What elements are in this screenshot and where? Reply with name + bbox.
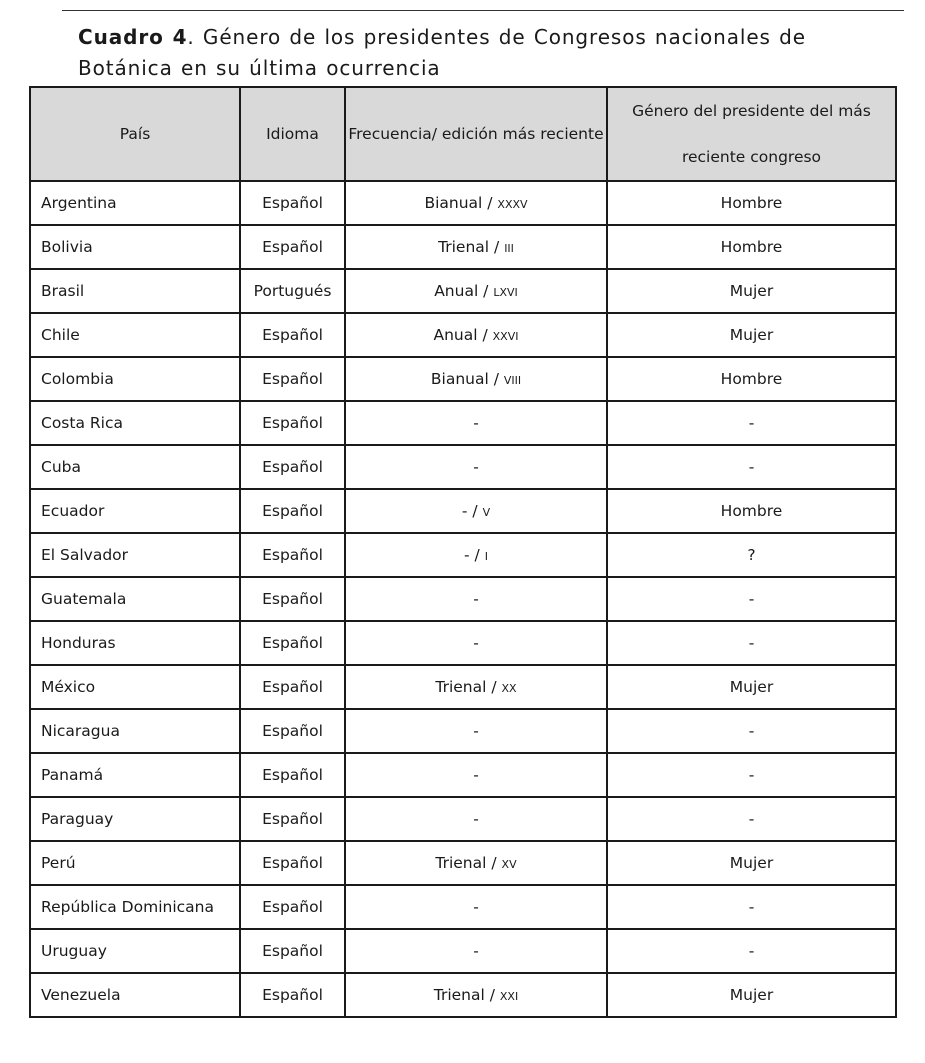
frecuencia-text: - xyxy=(473,942,479,960)
cell-frecuencia xyxy=(345,929,607,973)
cell-genero: Mujer xyxy=(607,313,896,357)
cell-idioma: Español xyxy=(240,181,345,225)
edicion-roman-numeral: viii xyxy=(503,370,522,388)
table-row xyxy=(30,973,896,1017)
frecuencia-text: - / xyxy=(464,546,485,564)
cell-pais: Uruguay xyxy=(30,929,240,973)
table-row xyxy=(30,621,896,665)
header-row xyxy=(30,87,896,181)
cell-genero: - xyxy=(607,709,896,753)
cell-genero: Mujer xyxy=(607,841,896,885)
table-row xyxy=(30,753,896,797)
frecuencia-text: - / xyxy=(461,502,483,520)
table-caption xyxy=(78,22,908,84)
cell-pais: Costa Rica xyxy=(30,401,240,445)
frecuencia-text: Anual / xyxy=(434,282,494,300)
cell-frecuencia xyxy=(345,489,607,533)
table-row xyxy=(30,181,896,225)
cell-frecuencia xyxy=(345,577,607,621)
edicion-roman-numeral: xxxv xyxy=(497,194,528,212)
cell-genero: Mujer xyxy=(607,269,896,313)
cell-pais: Chile xyxy=(30,313,240,357)
cell-genero: ? xyxy=(607,533,896,577)
cell-genero: Hombre xyxy=(607,225,896,269)
frecuencia-text: Trienal / xyxy=(433,986,500,1004)
edicion-roman-numeral: iii xyxy=(504,238,514,256)
cell-genero: - xyxy=(607,401,896,445)
cell-frecuencia xyxy=(345,753,607,797)
cell-idioma: Español xyxy=(240,357,345,401)
table-row xyxy=(30,357,896,401)
frecuencia-text: - xyxy=(473,458,479,476)
table-row xyxy=(30,313,896,357)
edicion-roman-numeral: lxvi xyxy=(493,282,518,300)
frecuencia-text: Trienal / xyxy=(435,678,502,696)
header-frecuencia: Frecuencia/ edición más reciente xyxy=(345,87,607,181)
cell-frecuencia xyxy=(345,841,607,885)
data-table xyxy=(29,86,897,1018)
cell-idioma: Español xyxy=(240,709,345,753)
table-row xyxy=(30,577,896,621)
header-genero: Género del presidente del más reciente congreso xyxy=(607,87,896,181)
cell-pais: Honduras xyxy=(30,621,240,665)
cell-idioma: Español xyxy=(240,665,345,709)
cell-pais: Cuba xyxy=(30,445,240,489)
cell-frecuencia xyxy=(345,181,607,225)
edicion-roman-numeral: xxi xyxy=(499,986,519,1004)
cell-idioma: Español xyxy=(240,885,345,929)
frecuencia-text: Trienal / xyxy=(438,238,505,256)
edicion-roman-numeral: i xyxy=(484,546,488,564)
cell-frecuencia xyxy=(345,665,607,709)
table-row xyxy=(30,709,896,753)
cell-idioma: Español xyxy=(240,929,345,973)
cell-frecuencia xyxy=(345,797,607,841)
frecuencia-text: - xyxy=(473,810,479,828)
cell-frecuencia xyxy=(345,445,607,489)
cell-idioma: Español xyxy=(240,401,345,445)
table-body xyxy=(30,181,896,1017)
cell-idioma: Español xyxy=(240,313,345,357)
cell-frecuencia xyxy=(345,313,607,357)
cell-frecuencia xyxy=(345,885,607,929)
frecuencia-text: Bianual / xyxy=(424,194,498,212)
frecuencia-text: - xyxy=(473,414,479,432)
cell-genero: - xyxy=(607,577,896,621)
frecuencia-text: Anual / xyxy=(433,326,493,344)
edicion-roman-numeral: xx xyxy=(501,678,517,696)
table-header xyxy=(30,87,896,181)
top-rule xyxy=(62,10,904,11)
cell-pais: Panamá xyxy=(30,753,240,797)
cell-pais: Colombia xyxy=(30,357,240,401)
cell-pais: Perú xyxy=(30,841,240,885)
cell-genero: Hombre xyxy=(607,181,896,225)
cell-idioma: Español xyxy=(240,533,345,577)
table-row xyxy=(30,797,896,841)
cell-genero: - xyxy=(607,445,896,489)
cell-idioma: Portugués xyxy=(240,269,345,313)
cell-genero: - xyxy=(607,753,896,797)
table-row xyxy=(30,269,896,313)
cell-frecuencia xyxy=(345,621,607,665)
cell-frecuencia xyxy=(345,533,607,577)
cell-pais: Paraguay xyxy=(30,797,240,841)
table-row xyxy=(30,929,896,973)
table-row xyxy=(30,841,896,885)
cell-pais: Ecuador xyxy=(30,489,240,533)
cell-idioma: Español xyxy=(240,973,345,1017)
cell-pais: Bolivia xyxy=(30,225,240,269)
edicion-roman-numeral: v xyxy=(482,502,491,520)
cell-frecuencia xyxy=(345,269,607,313)
cell-pais: República Dominicana xyxy=(30,885,240,929)
cell-genero: - xyxy=(607,797,896,841)
cell-idioma: Español xyxy=(240,577,345,621)
table-row xyxy=(30,445,896,489)
cell-idioma: Español xyxy=(240,225,345,269)
table-row xyxy=(30,885,896,929)
cell-frecuencia xyxy=(345,357,607,401)
cell-pais: Venezuela xyxy=(30,973,240,1017)
cell-genero: Mujer xyxy=(607,665,896,709)
cell-pais: Argentina xyxy=(30,181,240,225)
frecuencia-text: - xyxy=(473,766,479,784)
cell-genero: - xyxy=(607,885,896,929)
cell-genero: - xyxy=(607,621,896,665)
cell-idioma: Español xyxy=(240,445,345,489)
table-row xyxy=(30,533,896,577)
cell-pais: El Salvador xyxy=(30,533,240,577)
cell-genero: Hombre xyxy=(607,357,896,401)
table-row xyxy=(30,401,896,445)
frecuencia-text: Trienal / xyxy=(435,854,502,872)
caption-text: . Género de los presidentes de Congresos nacionales de Botánica en su última ocurrencia xyxy=(78,25,806,80)
table-row xyxy=(30,225,896,269)
cell-genero: Mujer xyxy=(607,973,896,1017)
frecuencia-text: - xyxy=(473,590,479,608)
cell-pais: Nicaragua xyxy=(30,709,240,753)
cell-frecuencia xyxy=(345,225,607,269)
cell-pais: México xyxy=(30,665,240,709)
cell-idioma: Español xyxy=(240,489,345,533)
frecuencia-text: Bianual / xyxy=(430,370,504,388)
caption-label: Cuadro 4 xyxy=(78,25,188,49)
cell-pais: Guatemala xyxy=(30,577,240,621)
cell-idioma: Español xyxy=(240,621,345,665)
table-row xyxy=(30,665,896,709)
cell-genero: - xyxy=(607,929,896,973)
frecuencia-text: - xyxy=(473,722,479,740)
header-idioma: Idioma xyxy=(240,87,345,181)
cell-frecuencia xyxy=(345,401,607,445)
frecuencia-text: - xyxy=(473,898,479,916)
cell-frecuencia xyxy=(345,709,607,753)
cell-genero: Hombre xyxy=(607,489,896,533)
cell-idioma: Español xyxy=(240,841,345,885)
edicion-roman-numeral: xv xyxy=(501,854,517,872)
table-row xyxy=(30,489,896,533)
cell-idioma: Español xyxy=(240,753,345,797)
cell-pais: Brasil xyxy=(30,269,240,313)
edicion-roman-numeral: xxvi xyxy=(492,326,519,344)
frecuencia-text: - xyxy=(473,634,479,652)
header-pais: País xyxy=(30,87,240,181)
cell-frecuencia xyxy=(345,973,607,1017)
cell-idioma: Español xyxy=(240,797,345,841)
